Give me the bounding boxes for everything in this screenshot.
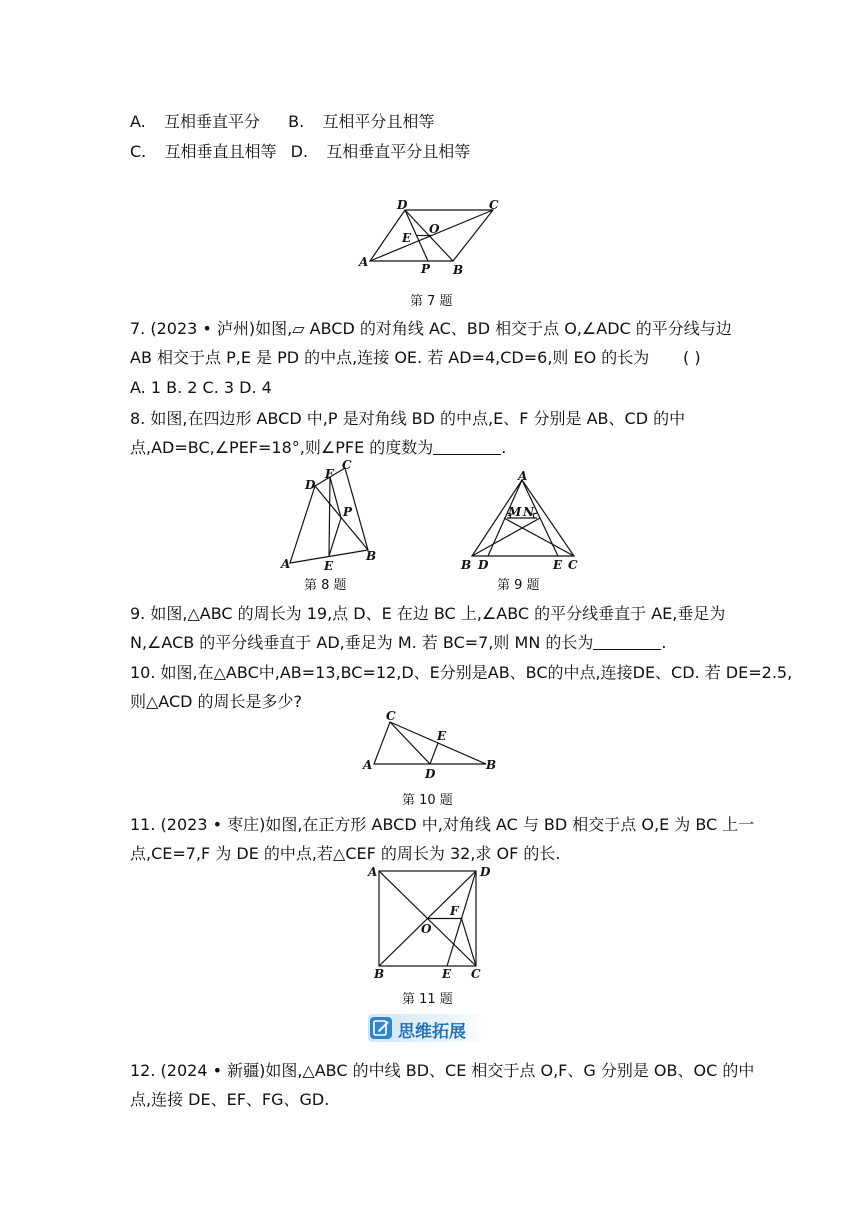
figure-7 — [355, 198, 505, 278]
q9-line2-end: . — [661, 633, 667, 652]
label-b: B — [366, 549, 377, 563]
q8-line2-text: 点,AD=BC,∠PEF=18°,则∠PFE 的度数为 — [130, 438, 434, 457]
triangle-abc — [374, 722, 486, 764]
figure-8-caption: 第 8 题 — [304, 578, 347, 593]
q9-line1: 9. 如图,△ABC 的周长为 19,点 D、E 在边 BC 上,∠ABC 的平分线垂直于 AE,垂足为 — [130, 604, 726, 623]
diagonal-bd — [315, 486, 368, 550]
q9-answer-blank — [593, 633, 661, 650]
label-e: E — [324, 559, 334, 573]
label-d: D — [425, 767, 436, 781]
q12-line2: 点,连接 DE、EF、FG、GD. — [130, 1090, 330, 1109]
option-b-text: 互相平分且相等 — [322, 112, 435, 131]
label-m: M — [508, 505, 522, 519]
figure-10-caption: 第 10 题 — [402, 793, 453, 808]
q9-line2 — [130, 632, 666, 654]
label-e: E — [553, 558, 563, 572]
q7-choices: A. 1 B. 2 C. 3 D. 4 — [130, 378, 272, 397]
label-b: B — [486, 758, 497, 772]
label-p: P — [421, 262, 431, 276]
q11-line2: 点,CE=7,F 为 DE 的中点,若△CEF 的周长为 32,求 OF 的长. — [130, 844, 561, 863]
label-e: E — [402, 231, 412, 245]
segment-ef — [329, 477, 330, 556]
label-o: O — [429, 222, 440, 236]
label-a: A — [281, 557, 291, 571]
q11-line1: 11. (2023 • 枣庄)如图,在正方形 ABCD 中,对角线 AC 与 BD 相交于点 O,E 为 BC 上一 — [130, 815, 755, 834]
q8-line1: 8. 如图,在四边形 ABCD 中,P 是对角线 BD 的中点,E、F 分别是 AB、CD 的中 — [130, 409, 686, 428]
label-o: O — [421, 922, 432, 936]
figure-8 — [280, 458, 380, 573]
section-title: 思维拓展 — [398, 1022, 466, 1042]
segment-de — [430, 743, 438, 764]
figure-10 — [360, 708, 500, 783]
figure-9-caption: 第 9 题 — [497, 578, 540, 593]
segment-cd — [390, 722, 430, 764]
figure-11-caption: 第 11 题 — [402, 992, 453, 1007]
option-d-text: 互相垂直平分且相等 — [326, 142, 471, 161]
label-e: E — [437, 729, 447, 743]
bisector-bn — [472, 518, 540, 556]
option-a-text: 互相垂直平分 — [163, 112, 260, 131]
figure-9 — [458, 468, 588, 578]
label-d: D — [305, 478, 316, 492]
pencil-icon — [370, 1017, 392, 1039]
label-d: D — [397, 198, 408, 212]
label-a: A — [518, 469, 528, 483]
q8-answer-blank — [433, 438, 501, 455]
label-c: C — [471, 967, 481, 981]
q8-line2-end: . — [501, 438, 507, 457]
label-f: F — [325, 467, 334, 481]
q7-line1: 7. (2023 • 泸州)如图,▱ ABCD 的对角线 AC、BD 相交于点 O,∠ADC 的平分线与边 — [130, 319, 732, 338]
q8-line2 — [130, 437, 506, 459]
label-e: E — [442, 967, 452, 981]
q7-answer-paren: ( ) — [683, 348, 701, 367]
label-c: C — [489, 198, 499, 212]
segment-fp — [330, 477, 341, 518]
figure-11 — [362, 860, 502, 984]
label-b: B — [374, 967, 385, 981]
option-b-label: B. — [288, 112, 305, 131]
label-c: C — [342, 458, 352, 472]
segment-ep — [329, 518, 341, 556]
label-d: D — [478, 558, 489, 572]
label-f: F — [450, 904, 459, 918]
option-c-label: C. — [130, 142, 147, 161]
q9-line2-text: N,∠ACB 的平分线垂直于 AD,垂足为 M. 若 BC=7,则 MN 的长为 — [130, 633, 594, 652]
q7-line2: AB 相交于点 P,E 是 PD 的中点,连接 OE. 若 AD=4,CD=6,则 EO 的长为 — [130, 348, 650, 367]
figure-7-caption: 第 7 题 — [410, 294, 453, 309]
option-d-label: D. — [290, 142, 309, 161]
bisector-cm — [504, 518, 574, 556]
option-c-text: 互相垂直且相等 — [164, 142, 277, 161]
q12-line1: 12. (2024 • 新疆)如图,△ABC 的中线 BD、CE 相交于点 O,F、G 分别是 OB、OC 的中 — [130, 1061, 755, 1080]
label-d: D — [480, 865, 491, 879]
label-b: B — [453, 263, 464, 277]
label-c: C — [568, 558, 578, 572]
label-p: P — [343, 505, 353, 519]
label-b: B — [461, 558, 472, 572]
option-a-label: A. — [130, 112, 146, 131]
q10-line2: 则△ACD 的周长是多少? — [130, 692, 303, 711]
section-banner — [368, 1014, 488, 1042]
options-row-cd — [130, 141, 470, 163]
label-a: A — [359, 255, 369, 269]
options-row-ab — [130, 111, 434, 133]
label-a: A — [368, 865, 378, 879]
label-n: N — [523, 505, 534, 519]
label-a: A — [363, 758, 373, 772]
label-c: C — [386, 709, 396, 723]
q10-line1: 10. 如图,在△ABC中,AB=13,BC=12,D、E分别是AB、BC的中点,连接DE、CD. 若 DE=2.5, — [130, 663, 793, 682]
